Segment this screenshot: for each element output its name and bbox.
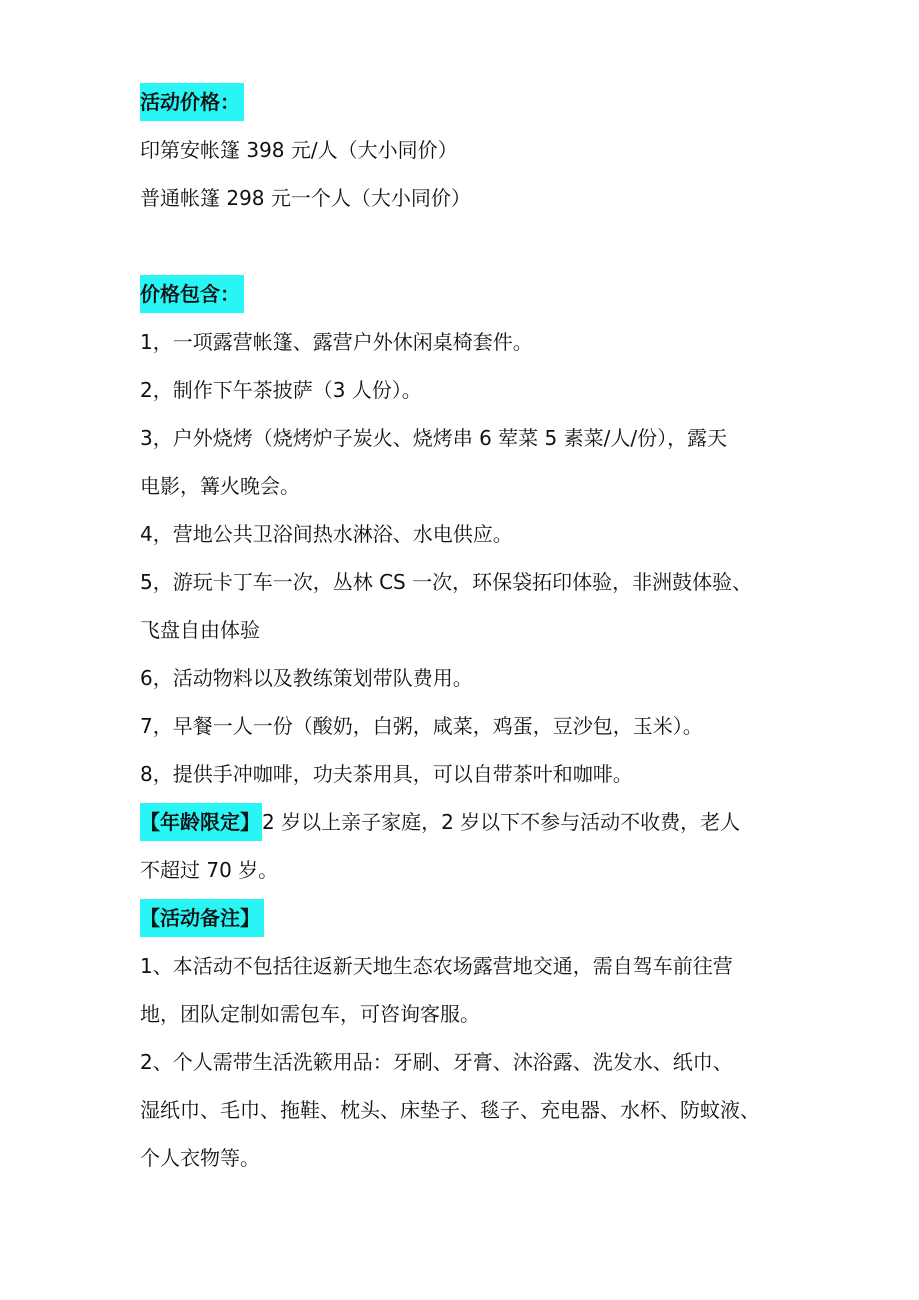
notes-item-2-cont-2: 个人衣物等。 xyxy=(140,1146,260,1170)
notes-heading-line xyxy=(140,894,790,942)
pricing-line-indian-tent: 印第安帐篷 398 元/人（大小同价） xyxy=(140,138,458,162)
included-heading: 价格包含： xyxy=(140,275,244,313)
notes-item-1: 1、本活动不包括往返新天地生态农场露营地交通，需自驾车前往营 xyxy=(140,954,733,978)
age-limit-label: 【年龄限定】 xyxy=(140,803,262,841)
pricing-heading-line xyxy=(140,78,790,126)
included-item-6: 6，活动物料以及教练策划带队费用。 xyxy=(140,666,473,690)
included-item-8: 8，提供手冲咖啡，功夫茶用具，可以自带茶叶和咖啡。 xyxy=(140,762,633,786)
notes-heading: 【活动备注】 xyxy=(140,899,264,937)
notes-item-2: 2、个人需带生活洗簌用品：牙刷、牙膏、沐浴露、洗发水、纸巾、 xyxy=(140,1050,733,1074)
age-limit-text: 2 岁以上亲子家庭，2 岁以下不参与活动不收费，老人 xyxy=(262,810,741,834)
included-item-2: 2，制作下午茶披萨（3 人份）。 xyxy=(140,378,422,402)
included-item-3: 3，户外烧烤（烧烤炉子炭火、烧烤串 6 荤菜 5 素菜/人/份），露天 xyxy=(140,426,728,450)
included-item-3-cont: 电影，篝火晚会。 xyxy=(140,474,300,498)
included-item-5-cont: 飞盘自由体验 xyxy=(140,618,260,642)
pricing-line-regular-tent: 普通帐篷 298 元一个人（大小同价） xyxy=(140,186,471,210)
included-item-5: 5，游玩卡丁车一次，丛林 CS 一次，环保袋拓印体验，非洲鼓体验、 xyxy=(140,570,753,594)
included-item-1: 1，一项露营帐篷、露营户外休闲桌椅套件。 xyxy=(140,330,533,354)
age-limit-text-cont: 不超过 70 岁。 xyxy=(140,858,279,882)
age-limit-line xyxy=(140,798,790,846)
section-spacer xyxy=(140,222,790,270)
notes-item-2-cont: 湿纸巾、毛巾、拖鞋、枕头、床垫子、毯子、充电器、水杯、防蚊液、 xyxy=(140,1098,760,1122)
included-item-7: 7，早餐一人一份（酸奶，白粥，咸菜，鸡蛋，豆沙包，玉米）。 xyxy=(140,714,703,738)
document-page xyxy=(140,78,790,1182)
included-heading-line xyxy=(140,270,790,318)
pricing-heading: 活动价格： xyxy=(140,83,244,121)
included-item-4: 4，营地公共卫浴间热水淋浴、水电供应。 xyxy=(140,522,513,546)
notes-item-1-cont: 地，团队定制如需包车，可咨询客服。 xyxy=(140,1002,480,1026)
